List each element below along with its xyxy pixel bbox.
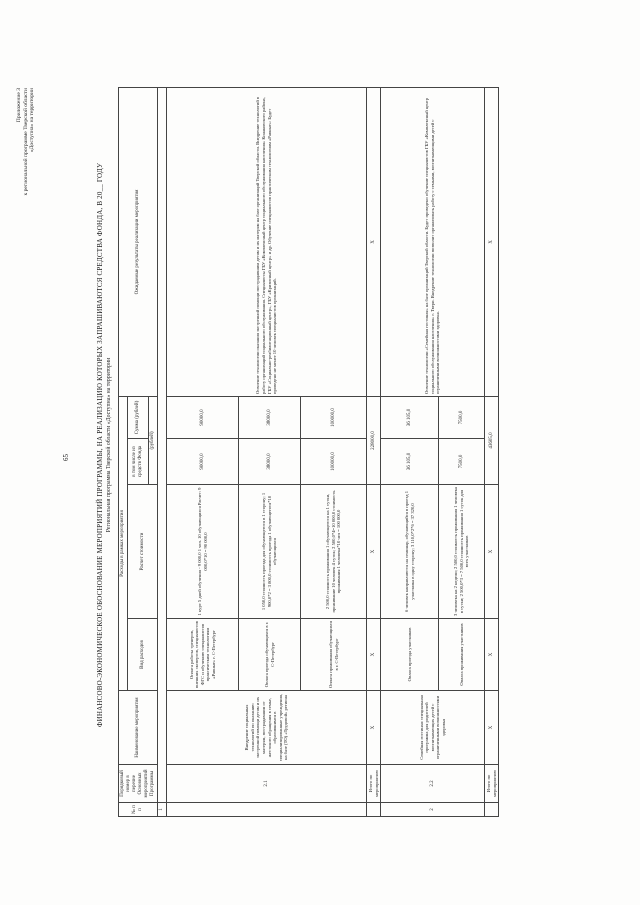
total-x: Х [367, 691, 381, 765]
row-order: 2.2 [381, 765, 485, 803]
header-results: Ожидаемые результаты реализации мероприятия [119, 87, 158, 396]
total-row [367, 87, 381, 816]
financial-table [118, 87, 499, 817]
total-x: Х [367, 87, 381, 396]
expense-fund: 7500,0 [439, 439, 485, 485]
expense-total: 100000,0 [301, 396, 367, 438]
cell-empty [485, 803, 499, 817]
expense-type: Оплата работы тренеров, внешних экспертов, специалистов ФГС и обучению специалистов практическим технологиям «Равные» г. С-Петербург [167, 619, 239, 691]
appendix-note [16, 88, 36, 195]
document-subtitle: Региональная программа Тверской области «Доступна» на территории [106, 357, 112, 533]
row-results: Освоение технологии оказания экстренной помощи пострадавшим детям и их матерям на базе организаций Тверской области. Внедрение технологий в работу организаций социального обслуживания. Специалисты ГБУ «Комплексный центр социального обслуживания населения» Конаковского района, ГБУ «Социально-реабилитационный центр», ГБУ «Кризисный центр» и др. Обучение специалистов практическим технологиям «Равные»: Будет проведено не менее 10 человек специалистов организаций. [167, 87, 367, 396]
total-row [485, 87, 499, 816]
total-label: Итого по мероприятию [367, 765, 381, 803]
expense-total: 7500,0 [439, 396, 485, 438]
expense-calc: 2 500,0 стоимость проживания 1 обучающегося на 1 сутки, проживание 10 человек 4 суток; 2 500,0*4=10 000,0 стоимость проживания 1 человека*10 чел = 100 000,0 [301, 485, 367, 619]
expense-calc: 6 человек направляются на семинар, обучающийся в проезд 1 участника в одну сторону; 3 110,0*2*6 = 37 320,0 [381, 485, 439, 619]
total-sum: 228000,0 [367, 396, 381, 484]
total-label: Итого по мероприятию [485, 765, 499, 803]
header-calc: Расчет стоимости [128, 485, 158, 619]
total-sum: 43605,0 [485, 396, 499, 484]
appendix-line: «Доступна» на территории [29, 88, 36, 153]
expense-type: Оплата проезда участников [381, 619, 439, 691]
expense-total: 38000,0 [239, 396, 301, 438]
expense-type: Оплата проживания участников [439, 619, 485, 691]
appendix-line: Приложение 3 [16, 88, 22, 123]
document-title: ФИНАНСОВО-ЭКОНОМИЧЕСКОЕ ОБОСНОВАНИЕ МЕРОПРИЯТИЙ ПРОГРАММЫ, НА РЕАЛИЗАЦИЮ КОТОРЫХ ЗАПРАШИВАЮТСЯ СРЕДСТВА ФОНДА, В 20__ ГОДУ [96, 162, 104, 728]
expense-fund: 100000,0 [301, 439, 367, 485]
total-x: Х [367, 619, 381, 691]
cell-empty [367, 803, 381, 817]
expense-type: Оплата проживания обучающихся в г. С-Петербург [301, 619, 367, 691]
cell-empty [167, 803, 367, 817]
section-number: 2 [381, 803, 485, 817]
total-x: Х [485, 619, 499, 691]
total-x: Х [485, 87, 499, 396]
table-header-row [119, 87, 128, 816]
expense-total: 90000,0 [167, 396, 239, 438]
section-row [158, 87, 167, 816]
header-order: Порядковый номер в перечне Основных мероприятий Программы [119, 765, 158, 803]
expense-fund: 36 105,0 [381, 439, 439, 485]
header-expense-type: Вид расходов [128, 619, 158, 691]
expense-fund: 90000,0 [167, 439, 239, 485]
header-unit: (рублей) [149, 396, 158, 484]
expense-fund: 38000,0 [239, 439, 301, 485]
expense-type: Оплата проезда обучающихся в г. С-Петербург [239, 619, 301, 691]
total-x: Х [367, 485, 381, 619]
table-row [167, 87, 239, 816]
header-expenses: Расходы в рамках мероприятия [119, 396, 128, 690]
header-num: № п п [119, 803, 158, 817]
expense-calc: 1 050,0 стоимость проезда для обучающегося в 1 сторону; 1 900,0*2 = 3 800,0 стоимость проезда 1 обучающегося*10 обучающихся [239, 485, 301, 619]
expense-calc: 1 курс 5 дней обучения - 9 000,0 1 чел. 10 обучающихся Расчет: 9 000,0*10 = 90 000,0 [167, 485, 239, 619]
row-results: Освоение технологии «Семейная гостиная» на базе организаций Тверской области. Будет проведено обучение специалистов ГБУ «Комплексный центр социального обслуживания населения» г. Твери. Внедрение технологии позволит организовать работу с семьями, воспитывающими детей с ограниченными возможностями здоровья. [381, 87, 485, 396]
section-number: 1 [158, 803, 167, 817]
expense-total: 36 105,0 [381, 396, 439, 438]
row-name: Семейная гостиная: специальная программа для родителей воспитывающих детей с ограниченными возможностями здоровья [381, 691, 485, 765]
section-fill [158, 87, 167, 802]
page-number: 65 [62, 454, 70, 461]
table-row [381, 87, 439, 816]
row-order: 2.1 [167, 765, 367, 803]
row-name: Внедрение социальных технологий по оказанию экстренной помощи детям и их матерям, пострадавшим от жестокого обращения в семье, обратившимся в специализированные учреждения, на базе (ТО) «Трудовой» региона [167, 691, 367, 765]
appendix-line: к региональной программе Тверской области [22, 88, 29, 196]
expense-calc: 3 человека на 2 недели; 2 500,0 стоимость проживания 1 человека в сутки; 2 500,0*3 = 7 500,0 стоимость проживания 1 суток для всех участников [439, 485, 485, 619]
header-total: Сумма (рублей) [128, 396, 149, 438]
total-x: Х [485, 485, 499, 619]
header-name: Наименование мероприятия [119, 691, 158, 765]
header-incl: в том числе из средств Фонда [128, 439, 149, 485]
total-x: Х [485, 691, 499, 765]
